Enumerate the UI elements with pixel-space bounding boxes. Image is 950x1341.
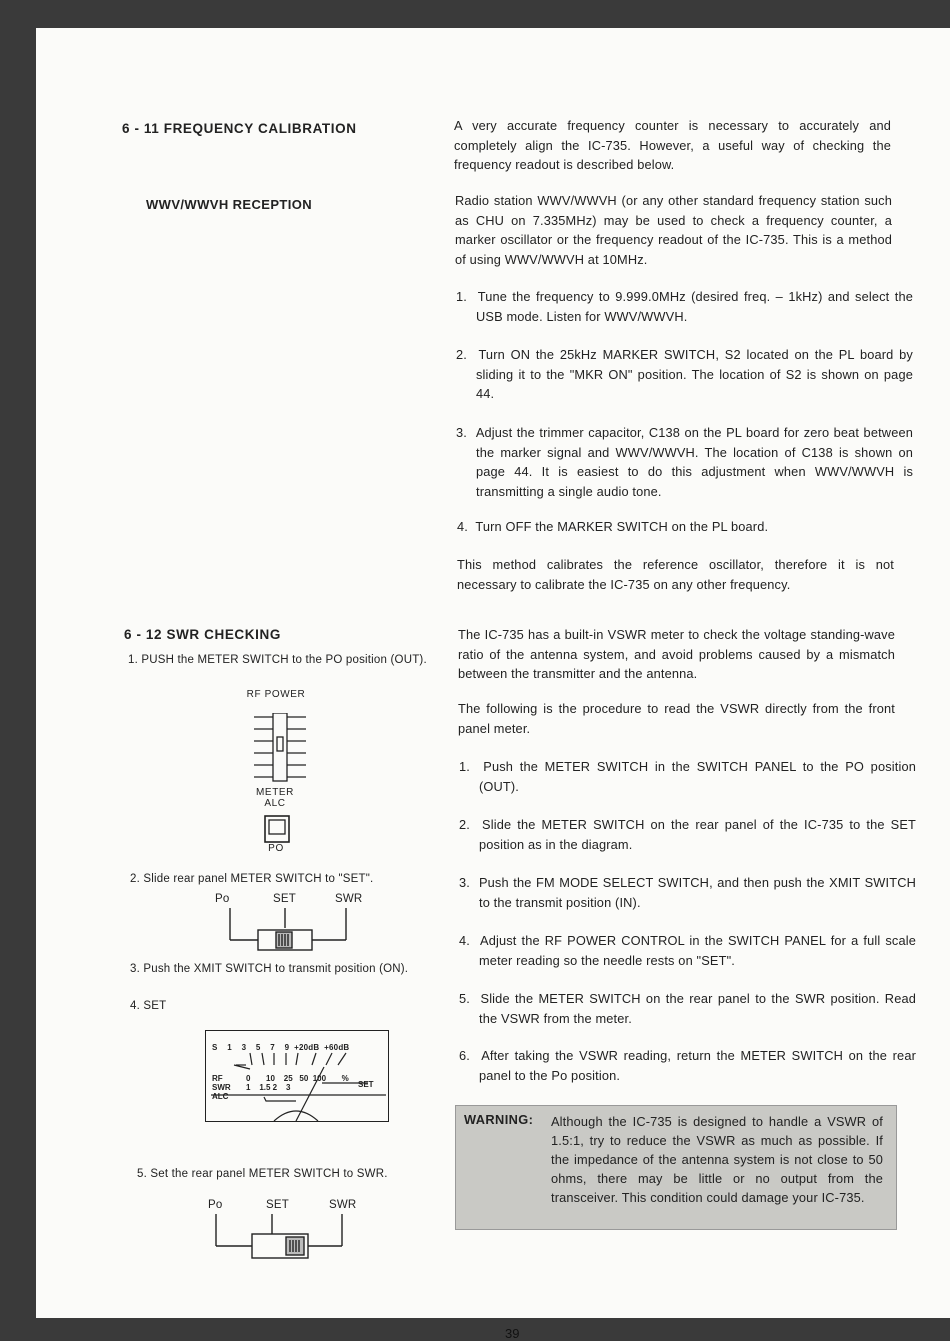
cal-step-2: 2. Turn ON the 25kHz MARKER SWITCH, S2 located on the PL board by sliding it to the "MKR ON" position. The location of S2 is shown on page 44. — [456, 347, 913, 401]
wwv-paragraph: Radio station WWV/WWVH (or any other standard frequency station such as CHU on 7.335MHz) may be used to check a frequency counter, a marker oscillator or the frequency readout of the IC-735. This is a method of using WWV/WWVH at 10MHz. — [455, 193, 892, 267]
switch2-swr-label: SWR — [329, 1199, 357, 1211]
rf-power-label: RF POWER — [246, 689, 306, 700]
meter-push-switch-diagram — [264, 815, 290, 843]
meter-swr-label: SWR — [212, 1083, 231, 1092]
swr-step-2: 2. Slide the METER SWITCH on the rear panel of the IC-735 to the SET position as in the diagram. — [459, 817, 916, 852]
swr-step-1: 1. Push the METER SWITCH in the SWITCH PANEL to the PO position (OUT). — [459, 759, 916, 794]
meter-label: METER — [256, 787, 294, 798]
meter-set-label: SET — [358, 1080, 374, 1089]
swr-left-step-5: 5. Set the rear panel METER SWITCH to SWR. — [137, 1168, 388, 1180]
rf-power-slider-diagram — [240, 713, 320, 785]
switch1-swr-label: SWR — [335, 893, 363, 905]
warning-box — [455, 1105, 897, 1230]
swr-left-step-3: 3. Push the XMIT SWITCH to transmit position (ON). — [130, 963, 409, 975]
warning-label: WARNING: — [464, 1112, 534, 1127]
subheading-wwv-reception: WWV/WWVH RECEPTION — [146, 197, 313, 212]
swr-step-4: 4. Adjust the RF POWER CONTROL in the SWITCH PANEL for a full scale meter reading so the needle rests on "SET". — [459, 933, 916, 968]
alc-label: ALC — [264, 798, 286, 809]
swr-step-3: 3. Push the FM MODE SELECT SWITCH, and then push the XMIT SWITCH to the transmit position (IN). — [459, 875, 916, 910]
section-heading-6-12: 6 - 12 SWR CHECKING — [124, 627, 281, 642]
switch1-po-label: Po — [215, 893, 230, 905]
switch1-set-label: SET — [273, 893, 296, 905]
vswr-intro-paragraph: The IC-735 has a built-in VSWR meter to check the voltage standing-wave ratio of the antenna system, and avoid problems caused by a mismatch between the transmitter and the antenna. — [458, 627, 895, 681]
swr-left-step-4: 4. SET — [130, 1000, 167, 1012]
cal-step-1: 1. Tune the frequency to 9.999.0MHz (desired freq. – 1kHz) and select the USB mode. Listen for WWV/WWVH. — [456, 289, 913, 324]
meter-alc-label: ALC — [212, 1092, 229, 1101]
swr-step-6: 6. After taking the VSWR reading, return the METER SWITCH on the rear panel to the Po position. — [459, 1048, 916, 1083]
rear-switch-swr-diagram — [204, 1212, 354, 1268]
switch2-set-label: SET — [266, 1199, 289, 1211]
intro-paragraph: A very accurate frequency counter is necessary to accurately and completely align the IC-735. However, a useful way of checking the frequency readout is described below. — [454, 118, 891, 172]
page-number: 39 — [505, 1326, 520, 1341]
meter-swr-scale: 1 1.5 2 3 — [246, 1083, 291, 1092]
warning-text: Although the IC-735 is designed to handle a VSWR of 1.5:1, try to reduce the VSWR as much as possible. If the impedance of the antenna system is not close to 50 ohms, there may be little or no output from the transceiver. This condition could damage your IC-735. — [551, 1114, 883, 1205]
vswr-procedure-intro: The following is the procedure to read the VSWR directly from the front panel meter. — [458, 701, 895, 736]
swr-step-5: 5. Slide the METER SWITCH on the rear panel to the SWR position. Read the VSWR from the meter. — [459, 991, 916, 1026]
rear-switch-set-diagram — [210, 906, 360, 956]
po-label: PO — [268, 843, 284, 854]
meter-face — [205, 1030, 389, 1122]
cal-step-4: 4. Turn OFF the MARKER SWITCH on the PL board. — [457, 519, 769, 534]
swr-left-step-2: 2. Slide rear panel METER SWITCH to "SET". — [130, 873, 374, 885]
section-heading-6-11: 6 - 11 FREQUENCY CALIBRATION — [122, 121, 357, 136]
meter-rf-label: RF — [212, 1074, 223, 1083]
switch2-po-label: Po — [208, 1199, 223, 1211]
meter-rf-scale: 0 10 25 50 100 % — [246, 1074, 349, 1083]
swr-left-step-1: 1. PUSH the METER SWITCH to the PO position (OUT). — [128, 654, 427, 666]
cal-step-3: 3. Adjust the trimmer capacitor, C138 on the PL board for zero beat between the marker signal and WWV/WWVH. The location of C138 is shown on page 44. It is easiest to do this adjustment when WWV/WWVH is transmitting a single audio tone. — [456, 425, 913, 499]
calibration-note: This method calibrates the reference oscillator, therefore it is not necessary to calibrate the IC-735 on any other frequency. — [457, 557, 894, 592]
meter-s-scale: S 1 3 5 7 9 +20dB +60dB — [212, 1043, 350, 1052]
